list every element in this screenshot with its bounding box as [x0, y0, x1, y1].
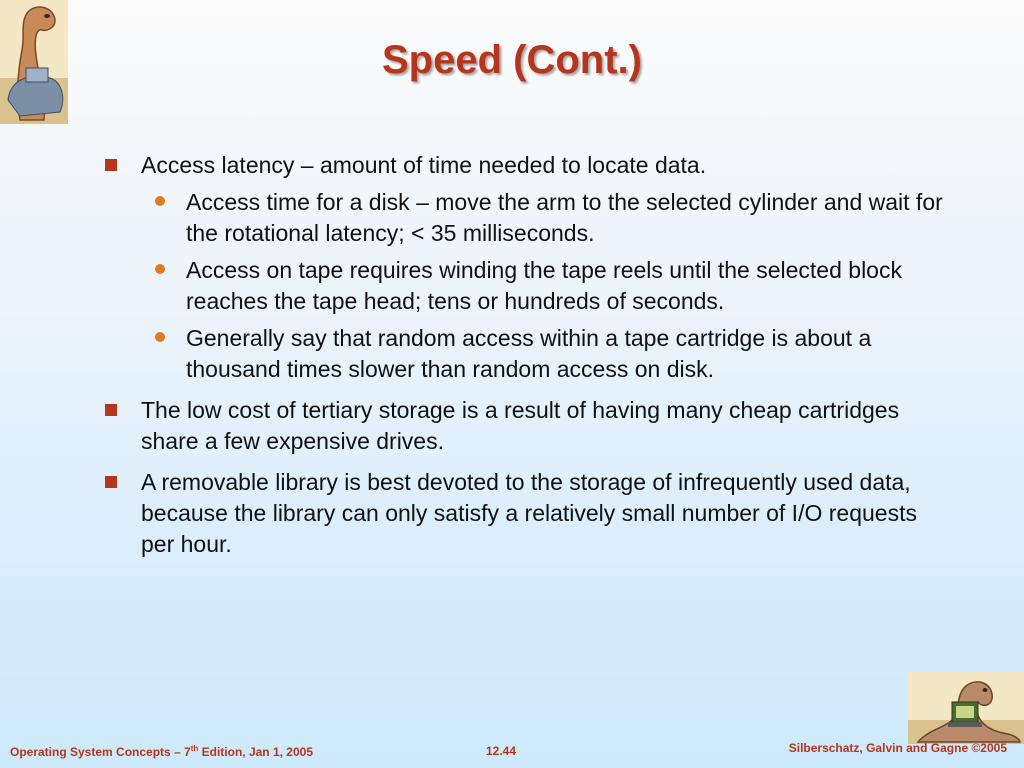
- bullet-text: The low cost of tertiary storage is a result of having many cheap cartridges share a few expensive drives.: [141, 397, 900, 454]
- square-bullet-icon: [105, 159, 117, 171]
- bullet-text: Access time for a disk – move the arm to the selected cylinder and wait for the rotational latency; < 35 milliseconds.: [186, 189, 943, 246]
- bullet-text: Generally say that random access within a tape cartridge is about a thousand times slower than random access on disk.: [186, 325, 872, 382]
- footer-course-text: Operating System Concepts – 7: [10, 745, 191, 759]
- bullet-text: Access latency – amount of time needed to locate data.: [141, 152, 707, 178]
- slide-title: Speed (Cont.): [382, 38, 642, 82]
- footer-authors: Silberschatz, Galvin and Gagne ©2005: [788, 741, 1007, 755]
- page-number: 12.44: [486, 744, 517, 758]
- dot-bullet-icon: [155, 264, 165, 274]
- bullet-text: A removable library is best devoted to the storage of infrequently used data, because the library can only satisfy a relatively small number of I/O requests per hour.: [141, 469, 917, 557]
- list-item: [103, 187, 953, 249]
- list-item: [103, 323, 953, 385]
- square-bullet-icon: [105, 476, 117, 488]
- bullet-text: Access on tape requires winding the tape reels until the selected block reaches the tape head; tens or hundreds of seconds.: [186, 257, 902, 314]
- dot-bullet-icon: [155, 196, 165, 206]
- footer-edition-text: Edition, Jan 1, 2005: [198, 745, 314, 759]
- dinosaur-computer-icon: [908, 672, 1024, 744]
- list-item: [103, 395, 953, 457]
- footer-course: [10, 744, 313, 759]
- bullet-list: [103, 150, 953, 570]
- list-item: [103, 150, 953, 181]
- footer-edition-sup: th: [190, 744, 199, 753]
- list-item: [103, 255, 953, 317]
- list-item: [103, 467, 953, 560]
- dot-bullet-icon: [155, 332, 165, 342]
- square-bullet-icon: [105, 404, 117, 416]
